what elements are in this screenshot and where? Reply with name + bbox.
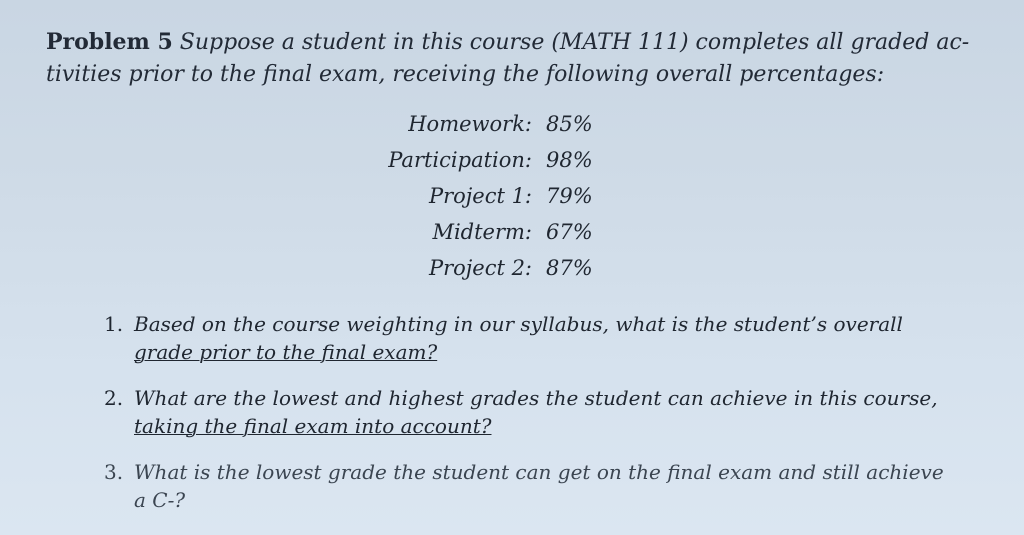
- grade-label: Project 2:: [428, 256, 532, 280]
- question-text: [134, 384, 984, 440]
- question-number: 1.: [104, 312, 124, 336]
- question-line-1: Based on the course weighting in our syllabus, what is the student’s overall: [134, 312, 903, 336]
- grade-row-project-2: [380, 256, 640, 292]
- problem-text-line-1: Suppose a student in this course (MATH 111) completes all graded ac-: [179, 30, 970, 55]
- question-text: [134, 310, 984, 366]
- problem-statement: [46, 26, 976, 91]
- question-number: 3.: [104, 460, 124, 484]
- question-line-2: taking the final exam into account?: [134, 414, 492, 438]
- problem-line-1: [46, 26, 976, 59]
- grade-label: Project 1:: [428, 184, 532, 208]
- grade-list: [380, 112, 640, 292]
- grade-label: Participation:: [388, 148, 532, 172]
- grade-row-homework: [380, 112, 640, 148]
- grade-row-midterm: [380, 220, 640, 256]
- grade-label: Midterm:: [432, 220, 532, 244]
- problem-label: Problem 5: [46, 29, 173, 55]
- grade-value: 85%: [546, 112, 593, 136]
- grade-value: 67%: [546, 220, 593, 244]
- question-line-1: What is the lowest grade the student can get on the final exam and still achieve: [134, 460, 944, 484]
- grade-value: 98%: [546, 148, 593, 172]
- question-line-1: What are the lowest and highest grades the student can achieve in this course,: [134, 386, 938, 410]
- problem-text-line-2: tivities prior to the final exam, receiving the following overall percentages:: [46, 62, 885, 87]
- question-line-2: grade prior to the final exam?: [134, 340, 438, 364]
- question-1: [104, 310, 984, 366]
- question-2: [104, 384, 984, 440]
- question-text: [134, 458, 984, 514]
- question-3: [104, 458, 984, 514]
- grade-value: 79%: [546, 184, 593, 208]
- grade-label: Homework:: [408, 112, 532, 136]
- grade-row-project-1: [380, 184, 640, 220]
- question-number: 2.: [104, 386, 124, 410]
- grade-value: 87%: [546, 256, 593, 280]
- question-list: [104, 310, 984, 532]
- grade-row-participation: [380, 148, 640, 184]
- question-line-2: a C-?: [134, 488, 186, 512]
